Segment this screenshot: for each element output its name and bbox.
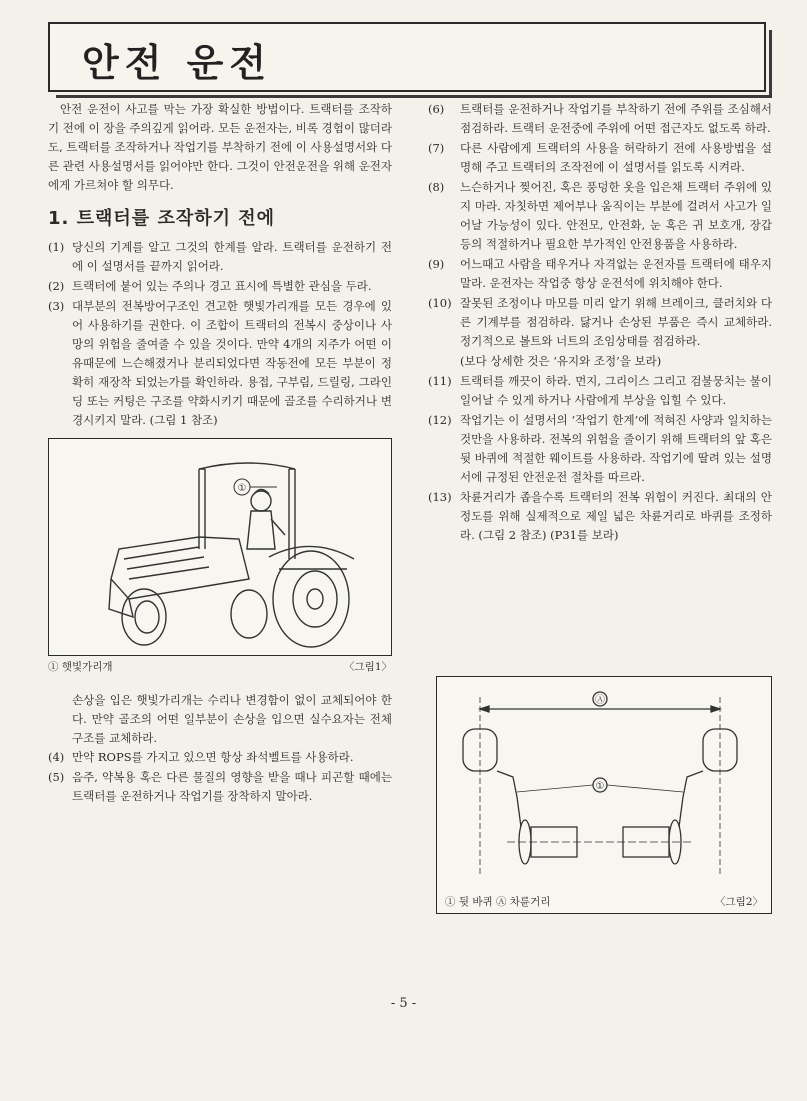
list-item-note — [428, 352, 772, 371]
list-item — [428, 178, 772, 254]
list-item — [428, 139, 772, 177]
title-box — [48, 22, 766, 92]
item-number: (6) — [428, 102, 445, 116]
list-item — [48, 768, 392, 806]
figure2-caption — [445, 894, 763, 909]
item-text: 다른 사람에게 트랙터의 사용을 허락하기 전에 사용방법을 설명해 주고 트랙터의 조작전에 이 설명서를 읽도록 시켜라. — [460, 141, 772, 174]
figure-tractor — [48, 438, 392, 656]
item-text: 트랙터를 운전하거나 작업기를 부착하기 전에 주위를 조심해서 점검하라. 트랙터 운전중에 주위에 어떤 접근자도 없도록 하라. — [460, 102, 772, 135]
item-number: (9) — [428, 257, 445, 271]
item-text: (보다 상세한 것은 ‘유지와 조정’을 보라) — [460, 354, 662, 368]
item-number: (11) — [428, 374, 452, 388]
item-number: (3) — [48, 299, 65, 313]
list-item — [428, 488, 772, 545]
item-number: (1) — [48, 240, 65, 254]
figure2-caption-left: ① 뒷 바퀴 Ⓐ 차륜거리 — [445, 896, 551, 908]
list-item — [48, 277, 392, 296]
item-number: (13) — [428, 490, 452, 504]
item-number: (12) — [428, 413, 452, 427]
after-figure-paragraph: 손상을 입은 햇빛가리개는 수리나 변경함이 없이 교체되어야 한다. 만약 골조의 어떤 일부분이 손상을 입으면 실수요자는 전체구조를 교체하라. — [72, 693, 392, 745]
wheel-track-diagram — [437, 677, 771, 887]
list-item — [48, 748, 392, 767]
list-item — [428, 255, 772, 293]
figure1-callout: ① — [237, 483, 247, 494]
item-number: (2) — [48, 279, 65, 293]
item-number: (4) — [48, 750, 65, 764]
item-text: 느슨하거나 찢어진, 혹은 풍덩한 옷을 입은채 트랙터 주위에 있지 마라. 자칫하면 제어부나 움직이는 부분에 걸려서 사고가 일어날 가능성이 있다. 안전모, 안전화, 눈 혹은 귀 보호개, 장갑등의 적절하거나 필요한 부가적인 안전용품을 사용하라. — [460, 180, 772, 251]
figure1-caption — [48, 658, 392, 677]
item-number: (7) — [428, 141, 445, 155]
item-number — [428, 352, 460, 371]
figure2-caption-right: 〈그림2〉 — [715, 896, 763, 908]
right-column — [428, 100, 772, 546]
item-text: 대부분의 전복방어구조인 견고한 햇빛가리개를 모든 경우에 있어 사용하기를 권한다. 이 조합이 트랙터의 전복시 중상이나 사망의 위험을 줄여줄 수 있을 것이다. 만약 4개의 지주가 어떤 이유때문에 느슨해졌거나 분리되었다면 작동전에 모든 부분이 정확히 재장착 되었는가를 확인하라. 용접, 구부림, 드릴링, 그라인딩 또는 커팅은 구조를 약화시키기 때문에 골조를 수리하거나 변경시키지 말라. (그림 1 참조) — [72, 299, 392, 427]
tractor-illustration — [49, 439, 391, 655]
figure1-caption-right: 〈그림1〉 — [344, 661, 392, 673]
item-text: 트랙터를 깨끗이 하라. 먼지, 그리이스 그리고 검불뭉치는 불이 일어날 수 있게 하거나 사람에게 부상을 입힐 수 있다. — [460, 374, 772, 407]
item-text: 당신의 기계를 알고 그것의 한계를 알라. 트랙터를 운전하기 전에 이 설명서를 끝까지 읽어라. — [72, 240, 392, 273]
list-item — [48, 238, 392, 276]
section-heading: 1. 트랙터를 조작하기 전에 — [48, 208, 276, 229]
item-number: (10) — [428, 296, 452, 310]
item-text: 만약 ROPS를 가지고 있으면 항상 좌석벨트를 사용하라. — [72, 750, 354, 764]
page-title: 안전 운전 — [82, 41, 273, 85]
list-item — [48, 297, 392, 430]
list-item — [428, 411, 772, 487]
list-item — [428, 294, 772, 351]
figure2-label-a: Ⓐ — [595, 695, 605, 706]
figure-wheel-track — [436, 676, 772, 914]
left-column — [48, 100, 392, 807]
figure1-caption-left: ① 햇빛가리개 — [48, 661, 113, 673]
list-item — [428, 372, 772, 410]
item-text: 차륜거리가 좁을수록 트랙터의 전복 위험이 커진다. 최대의 안정도를 위해 실제적으로 제일 넓은 차륜거리로 바퀴를 조정하라. (그림 2 참조) (P31를 보라) — [460, 490, 772, 542]
list-item — [428, 100, 772, 138]
item-number: (8) — [428, 180, 445, 194]
figure2-label-1: ① — [595, 781, 605, 792]
intro-paragraph: 안전 운전이 사고를 막는 가장 확실한 방법이다. 트랙터를 조작하기 전에 이 장을 주의깊게 읽어라. 모든 운전자는, 비록 경험이 많더라도, 트랙터를 조작하거나 작업기를 부착하기 전에 이 사용설명서와 다른 관련 사용설명서를 읽어야만 한다. 그것이 안전운전을 위해 운전자에게 가르쳐야 할 의무다. — [48, 102, 392, 192]
item-text: 음주, 약복용 혹은 다른 물질의 영향을 받을 때나 피곤할 때에는 트랙터를 운전하거나 작업기를 장착하지 말아라. — [72, 770, 392, 803]
item-text: 어느때고 사람을 태우거나 자격없는 운전자를 트랙터에 태우지 말라. 운전자는 작업중 항상 운전석에 위치해야 한다. — [460, 257, 772, 290]
item-text: 작업기는 이 설명서의 ‘작업기 한계’에 적혀진 사양과 일치하는 것만을 사용하라. 전복의 위험을 줄이기 위해 트랙터의 앞 혹은 뒷 바퀴에 적절한 웨이트를 사용하라. 작업기에 딸려 있는 설명서에 규정된 안전운전 절차를 따르라. — [460, 413, 772, 484]
page-number: - 5 - — [390, 996, 417, 1011]
item-text: 잘못된 조정이나 마모를 미리 알기 위해 브레이크, 클러치와 다른 기계부를 점검하라. 닳거나 손상된 부품은 즉시 교체하라. 정기적으로 볼트와 너트의 조임상태를 점검하라. — [460, 296, 772, 348]
item-text: 트랙터에 붙어 있는 주의나 경고 표시에 특별한 관심을 두라. — [72, 279, 372, 293]
item-number: (5) — [48, 770, 65, 784]
